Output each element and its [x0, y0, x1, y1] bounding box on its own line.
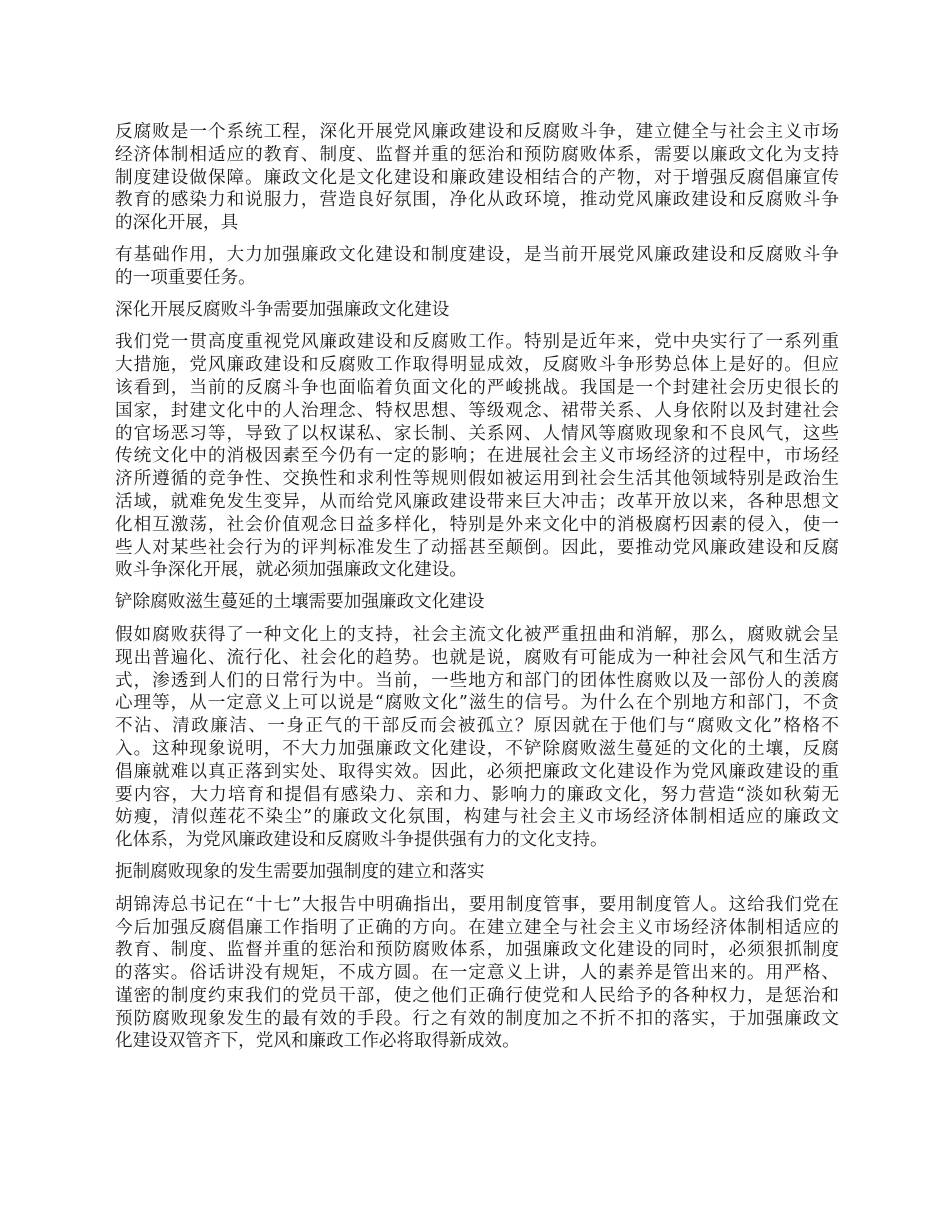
heading-text: 扼制腐败现象的发生需要加强制度的建立和落实 [115, 861, 485, 882]
paragraph-section-2 [115, 624, 839, 852]
text-line: 的官场恶习等，导致了以权谋私、家长制、关系网、人情风等腐败现象和不良风气，这些 [115, 423, 839, 444]
text-line: 传统文化中的消极因素至今仍有一定的影响；在进展社会主义市场经济的过程中，市场经 [115, 446, 839, 467]
text-line: 妨瘦，清似莲花不染尘”的廉政文化氛围，构建与社会主义市场经济体制相适应的廉政文 [115, 807, 839, 828]
text-line: 化建设双管齐下，党风和廉政工作必将取得新成效。 [115, 1031, 520, 1052]
text-line: 活域，就难免发生变异，从而给党风廉政建设带来巨大冲击；改革开放以来，各种思想文 [115, 491, 839, 512]
text-line: 反腐败是一个系统工程，深化开展党风廉政建设和反腐败斗争，建立健全与社会主义市场 [115, 122, 839, 142]
heading-text: 铲除腐败滋生蔓延的土壤需要加强廉政文化建设 [115, 592, 485, 613]
text-line: 化体系，为党风廉政建设和反腐败斗争提供强有力的文化支持。 [115, 830, 608, 851]
paragraph-section-3 [115, 894, 839, 1054]
text-line: 入。这种现象说明，不大力加强廉政文化建设，不铲除腐败滋生蔓延的文化的土壤，反腐 [115, 738, 839, 759]
text-line: 假如腐败获得了一种文化上的支持，社会主流文化被严重扭曲和消解，那么，腐败就会呈 [115, 624, 839, 645]
text-line: 败斗争深化开展，就必须加强廉政文化建设。 [115, 560, 467, 581]
text-line: 要内容，大力培育和提倡有感染力、亲和力、影响力的廉政文化，努力营造“淡如秋菊无 [115, 784, 839, 805]
text-line: 倡廉就难以真正落到实处、取得实效。因此，必须把廉政文化建设作为党风廉政建设的重 [115, 761, 839, 782]
text-line: 谨密的制度约束我们的党员干部，使之他们正确行使党和人民给予的各种权力，是惩治和 [115, 985, 839, 1006]
text-line: 现出普遍化、流行化、社会化的趋势。也就是说，腐败有可能成为一种社会风气和生活方 [115, 647, 839, 668]
text-line: 不沾、清政廉洁、一身正气的干部反而会被孤立？原因就在于他们与“腐败文化”格格不 [115, 716, 839, 737]
text-line: 的深化开展，具 [115, 213, 239, 234]
text-line: 的一项重要任务。 [115, 267, 256, 288]
text-line: 国家，封建文化中的人治理念、特权思想、等级观念、裙带关系、人身依附以及封建社会 [115, 400, 839, 421]
section-heading-2 [115, 591, 839, 614]
text-line: 教育、制度、监督并重的惩治和预防腐败体系，加强廉政文化建设的同时，必须狠抓制度 [115, 940, 839, 961]
text-line: 教育的感染力和说服力，营造良好氛围，净化从政环境，推动党风廉政建设和反腐败斗争 [115, 190, 839, 211]
text-line: 的落实。俗话讲没有规矩，不成方圆。在一定意义上讲，人的素养是管出来的。用严格、 [115, 963, 839, 984]
text-line: 式，渗透到人们的日常行为中。当前，一些地方和部门的团体性腐败以及一部份人的羡腐 [115, 670, 839, 691]
text-line: 胡锦涛总书记在“十七”大报告中明确指出，要用制度管事，要用制度管人。这给我们党在 [115, 894, 839, 915]
text-line: 大措施，党风廉政建设和反腐败工作取得明显成效，反腐败斗争形势总体上是好的。但应 [115, 355, 839, 376]
text-line: 有基础作用，大力加强廉政文化建设和制度建设，是当前开展党风廉政建设和反腐败斗争 [115, 244, 839, 265]
text-line: 心理等，从一定意义上可以说是“腐败文化”滋生的信号。为什么在个别地方和部门，不贪 [115, 693, 839, 714]
text-line: 经济体制相适应的教育、制度、监督并重的惩治和预防腐败体系，需要以廉政文化为支持 [115, 144, 839, 165]
section-heading-1 [115, 299, 839, 322]
paragraph-intro [115, 121, 839, 235]
document-page [115, 121, 839, 1062]
text-line: 该看到，当前的反腐斗争也面临着负面文化的严峻挑战。我国是一个封建社会历史很长的 [115, 377, 839, 398]
section-heading-3 [115, 861, 839, 884]
text-line: 制度建设做保障。廉政文化是文化建设和廉政建设相结合的产物，对于增强反腐倡廉宣传 [115, 167, 839, 188]
text-line: 化相互激荡，社会价值观念日益多样化，特别是外来文化中的消极腐朽因素的侵入，使一 [115, 514, 839, 535]
text-line: 预防腐败现象发生的最有效的手段。行之有效的制度加之不折不扣的落实，于加强廉政文 [115, 1008, 839, 1029]
paragraph-intro-continued [115, 244, 839, 290]
text-line: 些人对某些社会行为的评判标准发生了动摇甚至颠倒。因此，要推动党风廉政建设和反腐 [115, 537, 839, 558]
text-line: 今后加强反腐倡廉工作指明了正确的方向。在建立建全与社会主义市场经济体制相适应的 [115, 917, 839, 938]
text-line: 我们党一贯高度重视党风廉政建设和反腐败工作。特别是近年来，党中央实行了一系列重 [115, 332, 839, 353]
paragraph-section-1 [115, 331, 839, 582]
heading-text: 深化开展反腐败斗争需要加强廉政文化建设 [115, 299, 450, 320]
text-line: 济所遵循的竞争性、交换性和求利性等规则假如被运用到社会生活其他领域特别是政治生 [115, 469, 839, 490]
